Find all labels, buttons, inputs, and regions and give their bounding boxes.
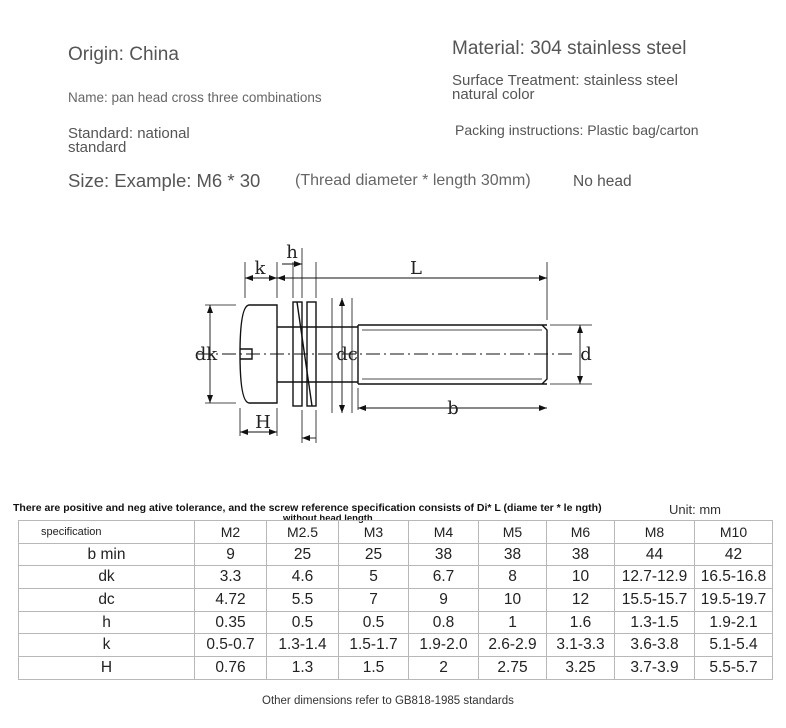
table-row xyxy=(19,657,773,680)
header-cell: M5 xyxy=(479,521,547,544)
table-cell: 3.6-3.8 xyxy=(615,634,695,657)
header-cell: M4 xyxy=(409,521,479,544)
table-cell: 38 xyxy=(547,543,615,566)
table-cell: 5.5 xyxy=(267,589,339,612)
row-label: h xyxy=(19,611,195,634)
row-label: b min xyxy=(19,543,195,566)
table-cell: 0.76 xyxy=(195,657,267,680)
label-H: H xyxy=(255,412,271,433)
table-row xyxy=(19,543,773,566)
table-cell: 5 xyxy=(339,566,409,589)
table-cell: 1.9-2.1 xyxy=(695,611,773,634)
table-cell: 2.75 xyxy=(479,657,547,680)
table-cell: 3.3 xyxy=(195,566,267,589)
table-cell: 3.1-3.3 xyxy=(547,634,615,657)
label-L: L xyxy=(410,258,422,279)
table-cell: 42 xyxy=(695,543,773,566)
header-cell: M2.5 xyxy=(267,521,339,544)
size-example-text: Size: Example: M6 * 30 xyxy=(68,170,261,191)
spring-washer xyxy=(307,302,316,406)
header-cell: M2 xyxy=(195,521,267,544)
table-header-row xyxy=(19,521,773,544)
table-cell: 0.5-0.7 xyxy=(195,634,267,657)
table-row xyxy=(19,611,773,634)
table-cell: 2.6-2.9 xyxy=(479,634,547,657)
table-cell: 25 xyxy=(339,543,409,566)
table-cell: 1.5 xyxy=(339,657,409,680)
table-cell: 0.5 xyxy=(267,611,339,634)
table-cell: 12.7-12.9 xyxy=(615,566,695,589)
screw-dimension-diagram xyxy=(180,238,610,448)
thread-note-text: (Thread diameter * length 30mm) xyxy=(295,172,531,189)
table-cell: 1.3-1.4 xyxy=(267,634,339,657)
row-label: dc xyxy=(19,589,195,612)
specification-table xyxy=(18,520,773,680)
table-cell: 38 xyxy=(409,543,479,566)
standard-text: Standard: national standard xyxy=(68,125,190,156)
label-h: h xyxy=(286,242,298,263)
label-d: d xyxy=(580,344,592,365)
table-cell: 0.5 xyxy=(339,611,409,634)
table-cell: 0.8 xyxy=(409,611,479,634)
table-cell: 10 xyxy=(547,566,615,589)
table-cell: 25 xyxy=(267,543,339,566)
table-cell: 5.1-5.4 xyxy=(695,634,773,657)
no-head-text: No head xyxy=(573,173,632,190)
table-cell: 10 xyxy=(479,589,547,612)
table-cell: 1 xyxy=(479,611,547,634)
label-b: b xyxy=(447,398,459,419)
origin-text: Origin: China xyxy=(68,44,179,65)
table-cell: 3.7-3.9 xyxy=(615,657,695,680)
table-cell: 1.3 xyxy=(267,657,339,680)
header-cell: M10 xyxy=(695,521,773,544)
table-cell: 1.3-1.5 xyxy=(615,611,695,634)
thread-end xyxy=(542,325,547,384)
table-cell: 9 xyxy=(195,543,267,566)
label-k: k xyxy=(254,258,266,279)
table-cell: 16.5-16.8 xyxy=(695,566,773,589)
header-cell: M8 xyxy=(615,521,695,544)
table-cell: 7 xyxy=(339,589,409,612)
table-cell: 4.6 xyxy=(267,566,339,589)
header-cell: M6 xyxy=(547,521,615,544)
product-name-text: Name: pan head cross three combinations xyxy=(68,90,322,105)
unit-label: Unit: mm xyxy=(669,502,721,517)
surface-treatment-text: Surface Treatment: stainless steel natural color xyxy=(452,72,678,103)
table-cell: 3.25 xyxy=(547,657,615,680)
table-cell: 19.5-19.7 xyxy=(695,589,773,612)
row-label: H xyxy=(19,657,195,680)
footer-note: Other dimensions refer to GB818-1985 standards xyxy=(262,695,514,707)
label-dk: dk xyxy=(194,344,218,365)
table-cell: 2 xyxy=(409,657,479,680)
table-cell: 15.5-15.7 xyxy=(615,589,695,612)
label-dc: dc xyxy=(336,344,358,365)
table-cell: 38 xyxy=(479,543,547,566)
table-cell: 1.9-2.0 xyxy=(409,634,479,657)
table-cell: 1.5-1.7 xyxy=(339,634,409,657)
material-text: Material: 304 stainless steel xyxy=(452,38,687,59)
table-cell: 8 xyxy=(479,566,547,589)
table-row xyxy=(19,566,773,589)
table-cell: 12 xyxy=(547,589,615,612)
table-cell: 4.72 xyxy=(195,589,267,612)
table-note: There are positive and neg ative tolerance, and the screw reference specification consists of Di* L (diame ter * le ngth) xyxy=(13,502,602,514)
packing-text: Packing instructions: Plastic bag/carton xyxy=(455,122,699,138)
table-cell: 5.5-5.7 xyxy=(695,657,773,680)
row-label: k xyxy=(19,634,195,657)
table-cell: 44 xyxy=(615,543,695,566)
table-note-line2: without head length xyxy=(283,513,373,524)
table-cell: 1.6 xyxy=(547,611,615,634)
header-cell: M3 xyxy=(339,521,409,544)
header-cell: specification xyxy=(19,521,195,544)
table-row xyxy=(19,634,773,657)
table-cell: 0.35 xyxy=(195,611,267,634)
table-cell: 9 xyxy=(409,589,479,612)
row-label: dk xyxy=(19,566,195,589)
table-cell: 6.7 xyxy=(409,566,479,589)
table-row xyxy=(19,589,773,612)
